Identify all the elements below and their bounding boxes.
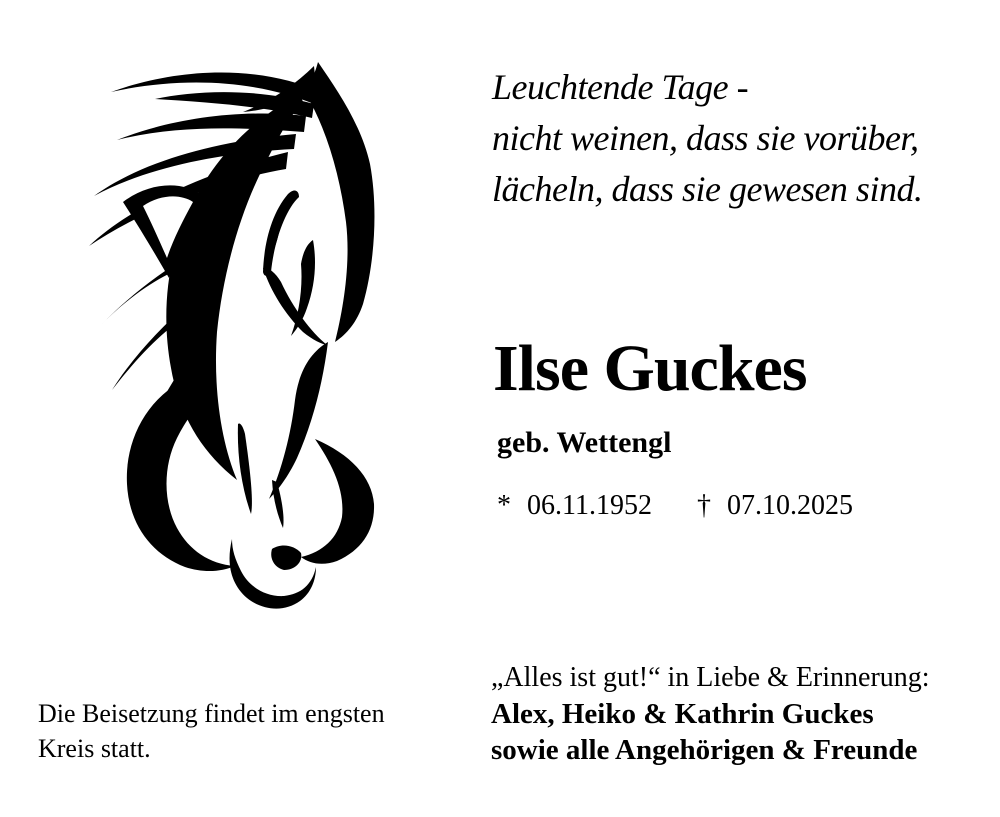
death-cross-symbol: † (696, 490, 711, 521)
mane-group (89, 62, 374, 480)
death-date: 07.10.2025 (726, 490, 853, 521)
life-dates (497, 491, 853, 521)
funeral-note-line: Kreis statt. (38, 734, 151, 763)
muzzle-group (230, 539, 316, 609)
birth-date-group (497, 490, 659, 521)
maiden-name: geb. Wettengl (497, 426, 672, 459)
motto-line: „Alles ist gut!“ in Liebe & Erinnerung: (491, 662, 930, 693)
verse-line: nicht weinen, dass sie vorüber, (492, 118, 919, 158)
funeral-note-line: Die Beisetzung findet im engsten (38, 699, 385, 728)
memorial-verse (492, 62, 922, 215)
birth-date: 06.11.1952 (527, 490, 652, 521)
mourners-line: sowie alle Angehörigen & Freunde (491, 734, 918, 766)
mourners-line: Alex, Heiko & Kathrin Guckes (491, 698, 874, 730)
jaw-crescent (301, 439, 374, 564)
face-group (238, 342, 328, 528)
horse-head-tribal-icon (85, 52, 415, 632)
verse-line: Leuchtende Tage - (492, 67, 749, 107)
death-date-group (697, 490, 853, 521)
funeral-note (38, 696, 385, 766)
closing-block (491, 660, 930, 768)
deceased-name: Ilse Guckes (493, 332, 807, 405)
birth-star-symbol: * (497, 490, 511, 521)
verse-line: lächeln, dass sie gewesen sind. (492, 169, 923, 209)
